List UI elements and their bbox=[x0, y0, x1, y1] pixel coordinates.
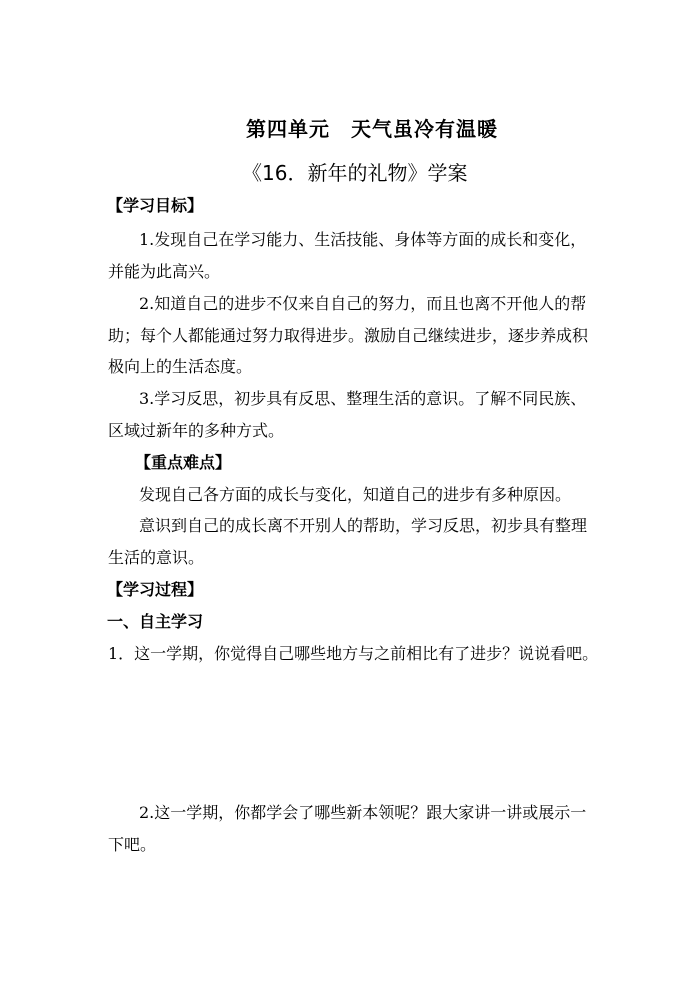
goal-1-line-2: 并能为此高兴。 bbox=[108, 262, 221, 281]
unit-title: 第四单元 天气虽冷有温暖 bbox=[246, 117, 498, 141]
goal-3-line-1: 3.学习反思，初步具有反思、整理生活的意识。了解不同民族、 bbox=[139, 389, 587, 408]
key-points-heading: 【重点难点】 bbox=[135, 453, 232, 472]
goal-1-line-1: 1.发现自己在学习能力、生活技能、身体等方面的成长和变化， bbox=[139, 230, 587, 249]
lesson-subtitle: 《16．新年的礼物》学案 bbox=[242, 161, 468, 185]
goals-heading: 【学习目标】 bbox=[107, 196, 204, 215]
question-2-line-2: 下吧。 bbox=[108, 835, 157, 854]
question-1: 1．这一学期，你觉得自己哪些地方与之前相比有了进步？说说看吧。 bbox=[108, 644, 599, 663]
goal-2-line-1: 2.知道自己的进步不仅来自自己的努力，而且也离不开他人的帮 bbox=[139, 294, 587, 313]
goal-2-line-2: 助；每个人都能通过努力取得进步。激励自己继续进步，逐步养成积 bbox=[108, 326, 589, 345]
goal-3-line-2: 区域过新年的多种方式。 bbox=[108, 421, 285, 440]
key-point-1: 发现自己各方面的成长与变化，知道自己的进步有多种原因。 bbox=[139, 485, 572, 504]
process-heading: 【学习过程】 bbox=[107, 580, 204, 599]
question-2-line-1: 2.这一学期，你都学会了哪些新本领呢？跟大家讲一讲或展示一 bbox=[139, 803, 587, 822]
goal-2-line-3: 极向上的生活态度。 bbox=[108, 357, 253, 376]
key-point-2-line-2: 生活的意识。 bbox=[108, 548, 205, 567]
key-point-2-line-1: 意识到自己的成长离不开别人的帮助，学习反思，初步具有整理 bbox=[139, 516, 588, 535]
self-study-heading: 一、自主学习 bbox=[107, 612, 204, 631]
